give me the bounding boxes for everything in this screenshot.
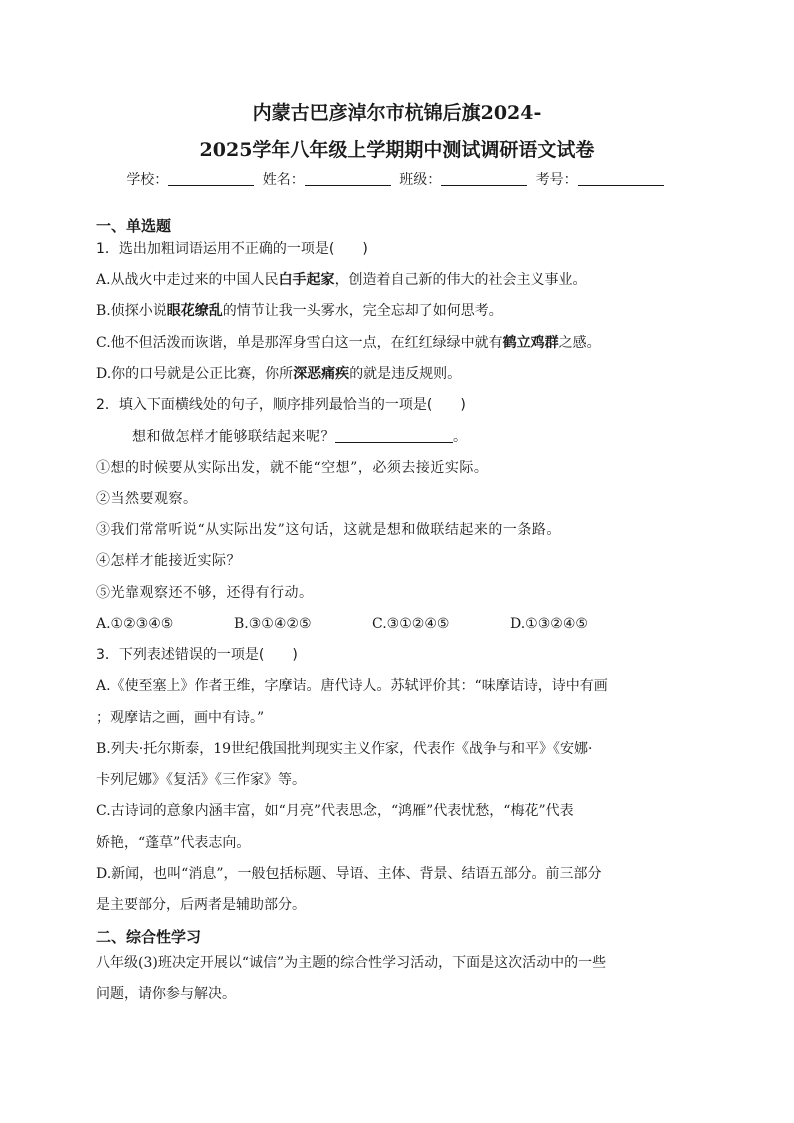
q2-prompt xyxy=(132,427,468,447)
q1-a-bold: 白手起家 xyxy=(278,272,335,288)
q3-option-b-line2: 卡列尼娜》《复活》《三作家》等。 xyxy=(96,772,306,788)
q2-sentence-5: ⑤光靠观察还不够，还得有行动。 xyxy=(96,585,314,601)
q1-a-post: ，创造着自己新的伟大的社会主义事业。 xyxy=(334,272,587,288)
name-label: 姓名： xyxy=(262,172,305,188)
q2-sentence-2: ②当然要观察。 xyxy=(96,491,198,507)
q3-option-b-line1[interactable]: B.列夫·托尔斯泰，19世纪俄国批判现实主义作家，代表作《战争与和平》《安娜· xyxy=(96,741,593,757)
name-blank[interactable] xyxy=(305,171,391,186)
q2-sentence-4: ④怎样才能接近实际？ xyxy=(96,553,241,569)
student-info-row xyxy=(0,170,794,190)
q2-option-d[interactable]: D.①③②④⑤ xyxy=(510,616,588,632)
q1-b-post: 的情节让我一头雾水，完全忘却了如何思考。 xyxy=(222,303,503,319)
section2-intro-line2: 问题，请你参与解决。 xyxy=(96,986,236,1002)
q1-d-pre: D.你的口号就是公正比赛，你所 xyxy=(96,366,294,382)
q2-prompt-text: 想和做怎样才能够联结起来呢？ xyxy=(132,429,335,445)
q2-options-row xyxy=(96,614,588,634)
q1-b-bold: 眼花缭乱 xyxy=(166,303,223,319)
section-heading-integrated-learning: 二、综合性学习 xyxy=(96,928,202,946)
exam-no-label: 考号： xyxy=(535,172,578,188)
q2-option-a[interactable]: A.①②③④⑤ xyxy=(96,616,174,632)
q2-sentence-1: ①想的时候要从实际出发，就不能“空想”，必须去接近实际。 xyxy=(96,460,489,476)
exam-title-line2: 2025学年八年级上学期期中测试调研语文试卷 xyxy=(199,139,595,161)
q1-b-pre: B.侦探小说 xyxy=(96,303,167,319)
q1-stem: 1．选出加粗词语运用不正确的一项是( ) xyxy=(96,241,368,257)
q2-option-c[interactable]: C.③①②④⑤ xyxy=(372,616,450,632)
q1-d-post: 的就是违反规则。 xyxy=(349,366,462,382)
q1-option-c[interactable] xyxy=(96,333,601,353)
class-label: 班级： xyxy=(399,172,442,188)
section-heading-single-choice: 一、单选题 xyxy=(96,217,172,235)
q1-option-b[interactable] xyxy=(96,301,503,321)
q1-d-bold: 深恶痛疾 xyxy=(293,366,350,382)
school-blank[interactable] xyxy=(168,171,254,186)
q3-option-d-line2: 是主要部分，后两者是辅助部分。 xyxy=(96,897,306,913)
school-label: 学校： xyxy=(126,172,169,188)
q1-c-pre: C.他不但活泼而诙谐，单是那浑身雪白这一点，在红红绿绿中就有 xyxy=(96,335,503,351)
q3-option-c-line1[interactable]: C.古诗词的意象内涵丰富，如“月亮”代表思念，“鸿雁”代表忧愁，“梅花”代表 xyxy=(96,803,574,819)
q3-option-c-line2: 娇艳，“蓬草”代表志向。 xyxy=(96,835,251,851)
class-blank[interactable] xyxy=(441,171,527,186)
q1-option-d[interactable] xyxy=(96,364,461,384)
q1-option-a[interactable] xyxy=(96,270,587,290)
q3-option-d-line1[interactable]: D.新闻，也叫“消息”，一般包括标题、导语、主体、背景、结语五部分。前三部分 xyxy=(96,866,602,882)
q1-c-bold: 鹤立鸡群 xyxy=(502,335,559,351)
q3-option-a-line2: ；观摩诘之画，画中有诗。” xyxy=(96,710,265,726)
q1-c-post: 之感。 xyxy=(558,335,601,351)
q2-stem: 2．填入下面横线处的句子，顺序排列最恰当的一项是( ) xyxy=(96,397,466,413)
q2-answer-blank[interactable] xyxy=(335,428,453,443)
exam-title-line1: 内蒙古巴彦淖尔市杭锦后旗2024- xyxy=(252,102,542,124)
q3-option-a-line1[interactable]: A.《使至塞上》作者王维，字摩诘。唐代诗人。苏轼评价其：“味摩诘诗，诗中有画 xyxy=(96,678,608,694)
section2-intro-line1: 八年级(3)班决定开展以“诚信”为主题的综合性学习活动，下面是这次活动中的一些 xyxy=(96,955,607,971)
q3-stem: 3．下列表述错误的一项是( ) xyxy=(96,647,298,663)
q2-option-b[interactable]: B.③①④②⑤ xyxy=(234,616,312,632)
q2-prompt-end: 。 xyxy=(453,429,468,445)
q2-sentence-3: ③我们常常听说“从实际出发”这句话，这就是想和做联结起来的一条路。 xyxy=(96,522,561,538)
exam-no-blank[interactable] xyxy=(578,171,664,186)
q1-a-pre: A.从战火中走过来的中国人民 xyxy=(96,272,279,288)
